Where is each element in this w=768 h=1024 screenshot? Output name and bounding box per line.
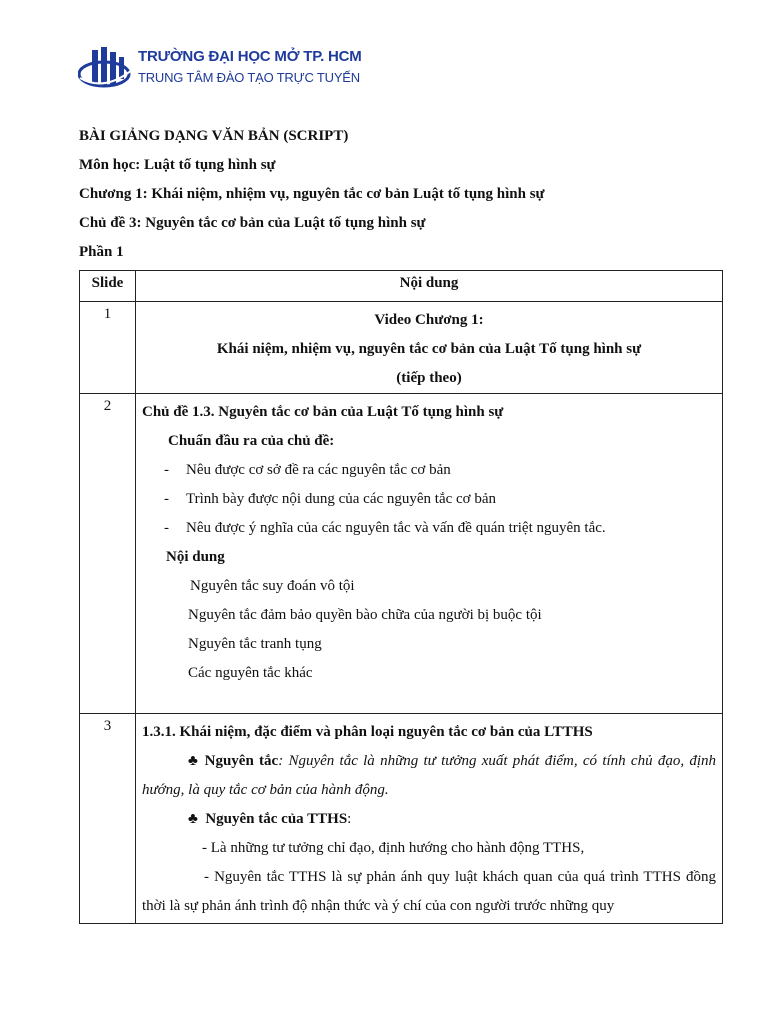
part-line: Phần 1 [79,244,124,260]
learning-outcome-heading: Chuẩn đầu ra của chủ đề: [168,433,335,449]
column-header-content: Nội dung [136,271,723,302]
university-logo [78,44,362,98]
slide-number: 3 [80,714,136,924]
slide-number: 2 [80,394,136,714]
definition-paragraph [142,747,716,805]
club-icon: ♣ [188,753,200,769]
table-row [80,394,723,714]
slide-number: 1 [80,302,136,394]
term-principle: Nguyên tắc [204,753,279,769]
topic-line: Chủ đề 3: Nguyên tắc cơ bản của Luật tố tụng hình sự [79,215,426,231]
list-item: Nguyên tắc đảm bảo quyền bào chữa của người bị buộc tội [188,607,542,623]
list-item: Nguyên tắc suy đoán vô tội [190,578,355,594]
list-item: - Nêu được ý nghĩa của các nguyên tắc và vấn đề quán triệt nguyên tắc. [164,520,606,536]
video-heading: Video Chương 1: [374,312,484,328]
term-criminal-procedure-principle: Nguyên tắc của TTHS [205,811,348,827]
logo-center-name: TRUNG TÂM ĐÀO TẠO TRỰC TUYẾN [138,70,360,85]
subheading-paragraph: ♣ Nguyên tắc của TTHS: [188,811,352,827]
table-row [80,714,723,924]
table-header-row [80,271,723,302]
column-header-slide: Slide [80,271,136,302]
script-table [79,270,723,924]
club-icon: ♣ [188,811,198,827]
principle-definition: : Nguyên tắc là những tư tưởng xuất phát điểm, có tính chủ đạo, định hướng, là quy tắc cơ bản của hành động. [142,753,717,798]
list-item: - Trình bày được nội dung của các nguyên tắc cơ bản [164,491,497,507]
list-item: Các nguyên tắc khác [188,665,313,681]
document-title: BÀI GIẢNG DẠNG VĂN BẢN (SCRIPT) [79,128,349,144]
list-item: - Là những tư tưởng chỉ đạo, định hướng cho hành động TTHS, [202,840,585,856]
list-item: - Nguyên tắc TTHS là sự phản ánh quy luật khách quan của quá trình TTHS đồng thời là sự phản ánh trình độ nhận thức và ý chí của con người trước những quy [142,869,716,914]
section-title: 1.3.1. Khái niệm, đặc điểm và phân loại nguyên tắc cơ bản của LTTHS [142,724,593,740]
subject-line: Môn học: Luật tố tụng hình sự [79,157,276,173]
logo-university-name: TRƯỜNG ĐẠI HỌC MỞ TP. HCM [138,48,362,65]
slide-content [136,714,723,924]
slide-content [136,394,723,714]
content-heading: Nội dung [166,549,225,565]
slide-content [136,302,723,394]
list-item: Nguyên tắc tranh tụng [188,636,322,652]
chapter-line: Chương 1: Khái niệm, nhiệm vụ, nguyên tắc cơ bản Luật tố tụng hình sự [79,186,545,202]
video-continued: (tiếp theo) [396,370,462,386]
topic-title: Chủ đề 1.3. Nguyên tắc cơ bản của Luật Tố tụng hình sự [142,404,504,420]
list-item: - Nêu được cơ sở đề ra các nguyên tắc cơ bản [164,462,451,478]
logo-emblem-icon [78,44,136,96]
video-title: Khái niệm, nhiệm vụ, nguyên tắc cơ bản của Luật Tố tụng hình sự [216,341,642,357]
table-row [80,302,723,394]
